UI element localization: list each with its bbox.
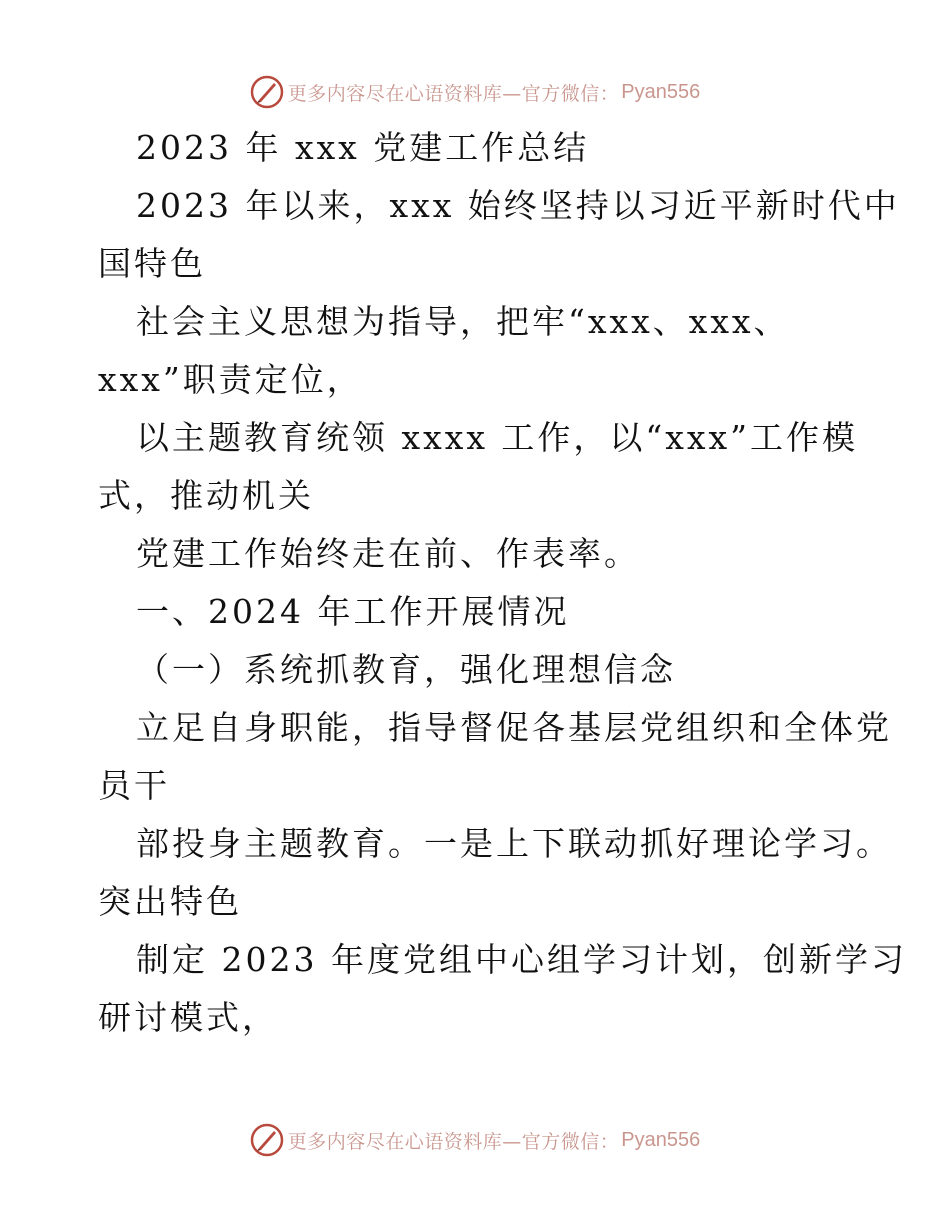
footer-watermark — [0, 1120, 950, 1160]
paragraph-line: 突出特色 — [98, 882, 242, 921]
paragraph-line: 制定 2023 年度党组中心组学习计划，创新学习 — [136, 940, 907, 979]
paragraph-line: 党建工作始终走在前、作表率。 — [136, 534, 640, 573]
paragraph-line: xxx”职责定位， — [98, 360, 363, 399]
watermark-handle: Pyan556 — [621, 1128, 701, 1151]
paragraph-line: 研讨模式， — [98, 998, 278, 1037]
paragraph-line: 国特色 — [98, 244, 206, 283]
paragraph-line: 2023 年以来，xxx 始终坚持以习近平新时代中 — [136, 186, 900, 225]
subsection-heading: （一）系统抓教育，强化理想信念 — [136, 650, 676, 689]
watermark-text: 更多内容尽在心语资料库—官方微信： — [287, 1130, 620, 1153]
doc-title: 2023 年 xxx 党建工作总结 — [136, 128, 590, 167]
paragraph-line: 员干 — [98, 766, 170, 805]
paragraph-line: 社会主义思想为指导，把牢“xxx、xxx、 — [136, 302, 790, 341]
paragraph-line: 以主题教育统领 xxxx 工作，以“xxx”工作模 — [136, 418, 858, 457]
watermark-text: 更多内容尽在心语资料库—官方微信： — [287, 82, 620, 105]
paragraph-line: 式，推动机关 — [98, 476, 314, 515]
feather-pen-logo-icon — [250, 1123, 284, 1157]
paragraph-line: 部投身主题教育。一是上下联动抓好理论学习。 — [136, 824, 892, 863]
paragraph-line: 立足自身职能，指导督促各基层党组织和全体党 — [136, 708, 892, 747]
section-heading: 一、2024 年工作开展情况 — [136, 592, 570, 631]
watermark-handle: Pyan556 — [621, 80, 701, 103]
